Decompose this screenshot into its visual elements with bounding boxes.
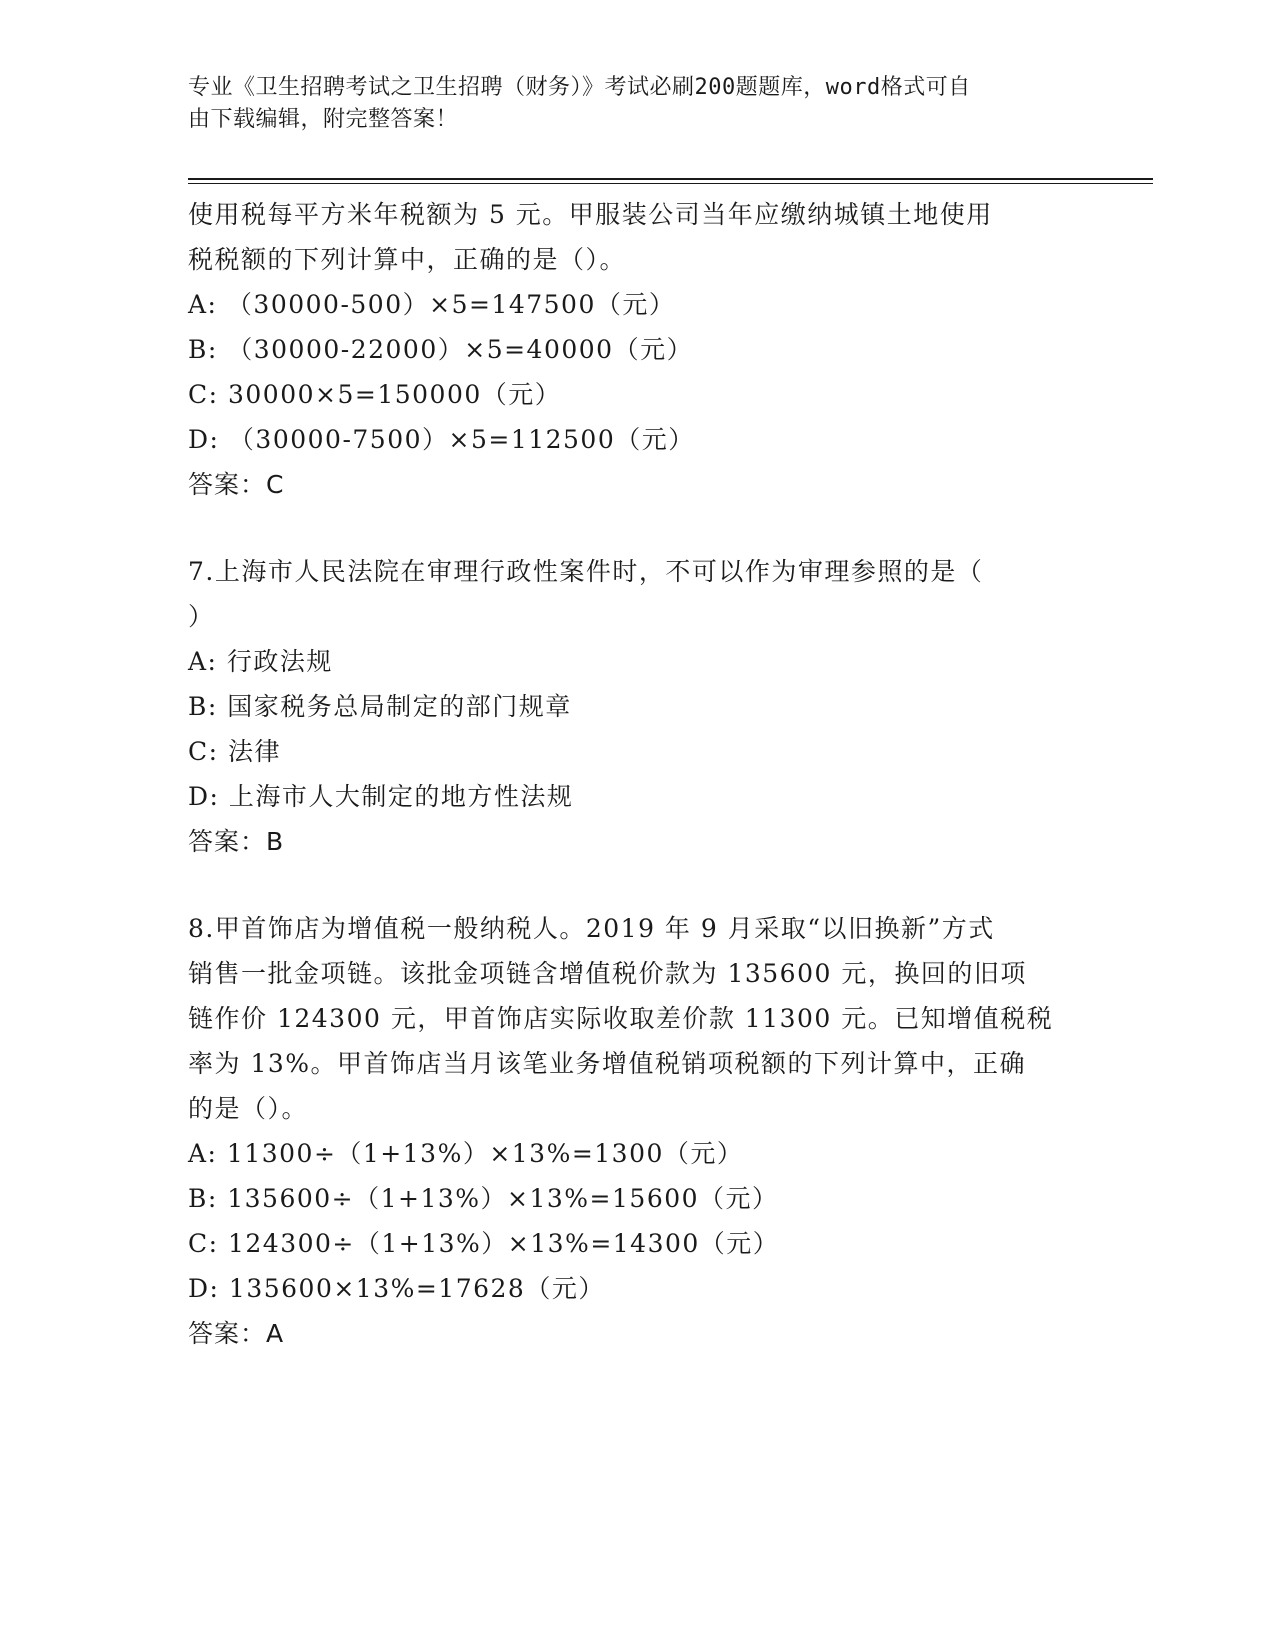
question-6 — [188, 192, 1088, 507]
answer-line: 答案：A — [188, 1319, 285, 1348]
header-line-1: 专业《卫生招聘考试之卫生招聘（财务）》考试必刷200题题库，word格式可自 — [188, 75, 971, 100]
answer-line: 答案：C — [188, 470, 285, 499]
option-a: A: 行政法规 — [188, 647, 333, 676]
option-a: A: 11300÷（1+13%）×13%=1300（元） — [188, 1139, 744, 1168]
option-b: B: 国家税务总局制定的部门规章 — [188, 692, 572, 721]
question-stem-line: 率为 13%。甲首饰店当月该笔业务增值税销项税额的下列计算中，正确 — [188, 1049, 1027, 1078]
question-stem-line: ） — [188, 602, 215, 631]
option-d: D: （30000-7500）×5=112500（元） — [188, 425, 695, 454]
question-8 — [188, 906, 1088, 1356]
option-a: A: （30000-500）×5=147500（元） — [188, 290, 676, 319]
option-c: C: 法律 — [188, 737, 281, 766]
question-stem-line: 税税额的下列计算中，正确的是（）。 — [188, 245, 627, 274]
question-stem-line: 8.甲首饰店为增值税一般纳税人。2019 年 9 月采取“以旧换新”方式 — [188, 914, 995, 943]
question-stem-line: 7.上海市人民法院在审理行政性案件时，不可以作为审理参照的是（ — [188, 557, 984, 586]
header-divider-thick — [188, 178, 1153, 180]
question-stem-line: 的是（）。 — [188, 1094, 309, 1123]
question-7 — [188, 549, 1088, 864]
header-divider-thin — [188, 183, 1153, 184]
question-spacer — [188, 864, 1088, 906]
header-line-2: 由下载编辑，附完整答案！ — [188, 107, 459, 132]
question-stem-line: 销售一批金项链。该批金项链含增值税价款为 135600 元，换回的旧项 — [188, 959, 1027, 988]
option-d: D: 上海市人大制定的地方性法规 — [188, 782, 574, 811]
question-stem-line: 使用税每平方米年税额为 5 元。甲服装公司当年应缴纳城镇土地使用 — [188, 200, 993, 229]
document-header — [188, 72, 1068, 136]
question-spacer — [188, 507, 1088, 549]
option-c: C: 30000×5=150000（元） — [188, 380, 562, 409]
question-content — [188, 192, 1088, 1356]
question-stem-line: 链作价 124300 元，甲首饰店实际收取差价款 11300 元。已知增值税税 — [188, 1004, 1054, 1033]
answer-line: 答案：B — [188, 827, 285, 856]
option-b: B: （30000-22000）×5=40000（元） — [188, 335, 694, 364]
option-c: C: 124300÷（1+13%）×13%=14300（元） — [188, 1229, 780, 1258]
option-b: B: 135600÷（1+13%）×13%=15600（元） — [188, 1184, 779, 1213]
option-d: D: 135600×13%=17628（元） — [188, 1274, 605, 1303]
